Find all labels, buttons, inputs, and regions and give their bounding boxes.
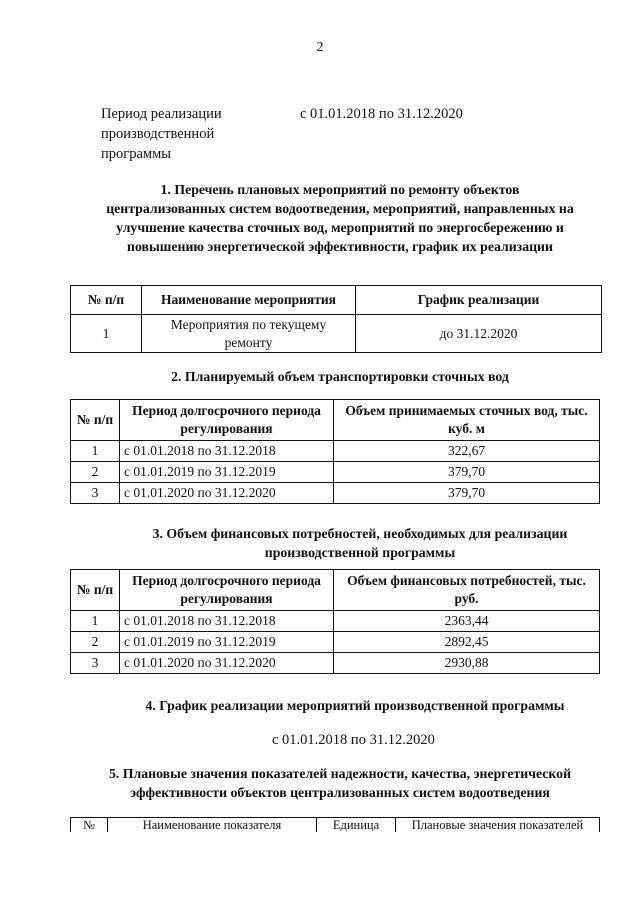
section3-title: 3. Объем финансовых потребностей, необходимых для реализации производственной программы: [152, 526, 568, 560]
section5-table: [70, 817, 600, 832]
col-header: Объем принимаемых сточных вод, тыс. куб. м: [334, 400, 600, 441]
period-label: Период реализации производственной программы: [101, 106, 222, 162]
col-header: Период долгосрочного периода регулирования: [120, 570, 334, 611]
table-row: [71, 483, 600, 504]
table-cell: 2363,44: [334, 611, 600, 632]
table-row: [71, 653, 600, 674]
table-cell: с 01.01.2019 по 31.12.2019: [120, 632, 334, 653]
table-cell: с 01.01.2018 по 31.12.2018: [120, 441, 334, 462]
section2-table: [70, 399, 600, 504]
section3-table: [70, 569, 600, 674]
table-cell: 1: [71, 315, 142, 353]
table-row: [71, 632, 600, 653]
table-cell: 3: [71, 653, 120, 674]
col-header: Наименование мероприятия: [142, 286, 356, 315]
section4-period: с 01.01.2018 по 31.12.2020: [272, 732, 435, 748]
section2-title: 2. Планируемый объем транспортировки сточных вод: [171, 369, 509, 384]
table-row: [71, 611, 600, 632]
table-row: [71, 462, 600, 483]
table-header-row: [71, 818, 600, 833]
table-cell: 1: [71, 611, 120, 632]
table-cell: до 31.12.2020: [356, 315, 602, 353]
table-cell: 322,67: [334, 441, 600, 462]
table-cell: 379,70: [334, 483, 600, 504]
table-cell: с 01.01.2018 по 31.12.2018: [120, 611, 334, 632]
section5-title: 5. Плановые значения показателей надежности, качества, энергетической эффективности объектов централизованных систем водоотведения: [108, 766, 572, 800]
col-header: Единица: [317, 818, 396, 833]
col-header: № п/п: [71, 400, 120, 441]
col-header: Период долгосрочного периода регулирования: [120, 400, 334, 441]
table-row: [71, 315, 602, 353]
section1-title: 1. Перечень плановых мероприятий по ремонту объектов централизованных систем водоотведения, мероприятий, направленных на улучшение качества сточных вод, мероприятий по энергосбережению и повышению энергетической эффективности, график их реализации: [106, 182, 574, 254]
col-header: Наименование показателя: [108, 818, 317, 833]
table-cell: с 01.01.2020 по 31.12.2020: [120, 653, 334, 674]
table-cell: 2: [71, 462, 120, 483]
col-header: Плановые значения показателей: [396, 818, 600, 833]
period-value: с 01.01.2018 по 31.12.2020: [300, 106, 463, 122]
col-header: График реализации: [356, 286, 602, 315]
table-cell: с 01.01.2019 по 31.12.2019: [120, 462, 334, 483]
page-number: 2: [316, 40, 324, 55]
table-header-row: [71, 400, 600, 441]
table-cell: Мероприятия по текущему ремонту: [142, 315, 356, 353]
table-cell: 3: [71, 483, 120, 504]
table-header-row: [71, 570, 600, 611]
section1-table: [70, 285, 602, 353]
table-row: [71, 441, 600, 462]
table-cell: 379,70: [334, 462, 600, 483]
table-cell: 2930,88: [334, 653, 600, 674]
section4-title: 4. График реализации мероприятий производственной программы: [145, 698, 565, 713]
col-header: № п/п: [71, 286, 142, 315]
table-cell: с 01.01.2020 по 31.12.2020: [120, 483, 334, 504]
col-header: №: [71, 818, 108, 833]
table-cell: 1: [71, 441, 120, 462]
table-cell: 2: [71, 632, 120, 653]
table-header-row: [71, 286, 602, 315]
col-header: № п/п: [71, 570, 120, 611]
col-header: Объем финансовых потребностей, тыс. руб.: [334, 570, 600, 611]
table-cell: 2892,45: [334, 632, 600, 653]
